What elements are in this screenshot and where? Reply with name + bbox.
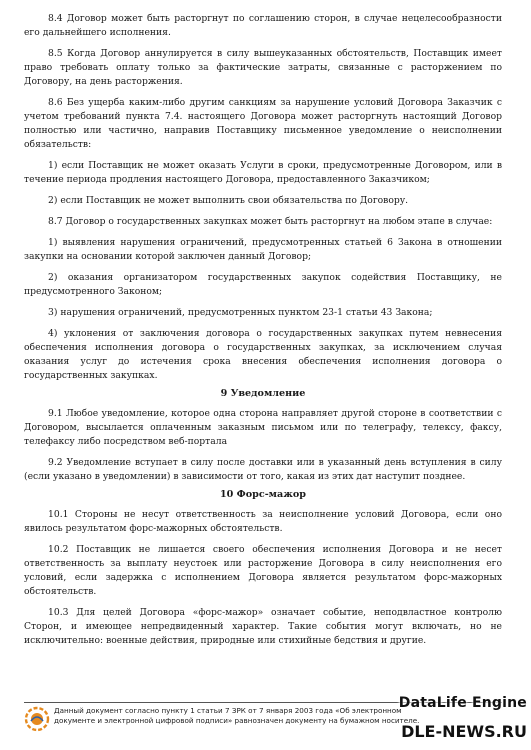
paragraph-8-6: 8.6 Без ущерба каким-либо другим санкциям за нарушение условий Договора Заказчик с учетом требований пункта 7.4. настоящего Договора может расторгнуть настоящий Договор полностью или частично, направив Поставщику письменное уведомление о неисполнении обязательств:: [24, 97, 502, 150]
site-watermark: [357, 694, 527, 742]
document-body: [24, 12, 502, 655]
paragraph-8-6-item-2: 2) если Поставщик не может выполнить свои обязательства по Договору.: [48, 195, 409, 206]
watermark-engine-name: DataLife Engine: [398, 695, 527, 711]
paragraph-9-1: 9.1 Любое уведомление, которое одна сторона направляет другой стороне в соответствии с Договором, высылается оплаченным заказным письмом или по телеграфу, телексу, факсу, телефаксу либо посредством веб-портала: [24, 408, 502, 447]
section-10-heading: 10 Форс-мажор: [219, 489, 307, 500]
e-gov-seal-icon: [24, 706, 50, 732]
paragraph-8-5: 8.5 Когда Договор аннулируется в силу вышеуказанных обстоятельств, Поставщик имеет право требовать оплату только за фактические затраты, связанные с расторжением по Договору, на день расторжения.: [24, 48, 502, 87]
section-9-heading: 9 Уведомление: [220, 388, 306, 399]
paragraph-8-4: 8.4 Договор может быть расторгнут по соглашению сторон, в случае нецелесообразности его дальнейшего исполнения.: [24, 13, 502, 38]
paragraph-10-1: 10.1 Стороны не несут ответственность за неисполнение условий Договора, если оно явилось результатом форс-мажорных обстоятельств.: [24, 509, 502, 534]
paragraph-9-2: 9.2 Уведомление вступает в силу после доставки или в указанный день вступления в силу (если указано в уведомлении) в зависимости от того, какая из этих дат наступит позднее.: [24, 457, 502, 482]
footer-legal-text: Данный документ согласно пункту 1 статьи 7 ЗРК от 7 января 2003 года «Об электронном документе и электронной цифровой подписи» равнозначен документу на бумажном носителе.: [54, 706, 420, 725]
paragraph-10-3: 10.3 Для целей Договора «форс-мажор» означает событие, неподвластное контролю Сторон, и имеющее непредвиденный характер. Такие события могут включать, но не исключительно: военные действия, природные или стихийные бедствия и другие.: [24, 607, 502, 646]
watermark-site-url: DLE-NEWS.RU: [401, 722, 527, 741]
paragraph-8-7-item-1: 1) выявления нарушения ограничений, предусмотренных статьей 6 Закона в отношении закупки на основании которой заключен данный Договор;: [24, 237, 502, 262]
paragraph-8-6-item-1: 1) если Поставщик не может оказать Услуги в сроки, предусмотренные Договором, или в течение периода продления настоящего Договора, предоставленного Заказчиком;: [24, 160, 502, 185]
paragraph-8-7-item-2: 2) оказания организатором государственных закупок содействия Поставщику, не предусмотренного Законом;: [24, 272, 502, 297]
paragraph-8-7-item-3: 3) нарушения ограничений, предусмотренных пунктом 23-1 статьи 43 Закона;: [48, 307, 433, 318]
paragraph-8-7-item-4: 4) уклонения от заключения договора о государственных закупках путем невнесения обеспечения исполнения договора о государственных закупках, за исключением случая оказания услуг до истечения срока внесения обеспечения исполнения договора о государственных закупках.: [24, 328, 502, 381]
paragraph-10-2: 10.2 Поставщик не лишается своего обеспечения исполнения Договора и не несет ответственность за выплату неустоек или расторжение Договора в силу неисполнения его условий, если задержка с исполнением Договора является результатом форс-мажорных обстоятельств.: [24, 544, 502, 597]
paragraph-8-7: 8.7 Договор о государственных закупках может быть расторгнут на любом этапе в случае:: [48, 216, 493, 227]
